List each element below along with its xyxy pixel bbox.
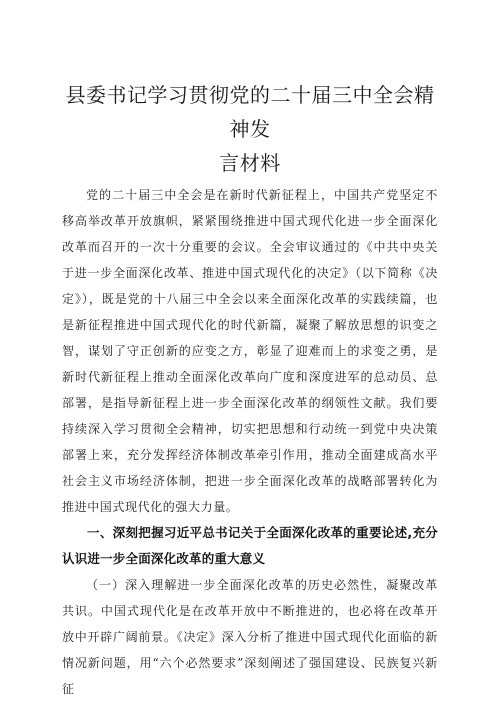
document-title-line-1: 县委书记学习贯彻党的二十届三中全会精神发 [65,83,435,141]
section-one-heading: 一、深刻把握习近平总书记关于全面深化改革的重要论述,充分认识进一步全面深化改革的重大意义 [62,525,438,566]
intro-paragraph: 党的二十届三中全会是在新时代新征程上，中国共产党坚定不移高举改革开放旗帜，紧紧围绕推进中国式现代化进一步全面深化改革而召开的一次十分重要的会议。全会审议通过的《中共中央关于进一步全面深化改革、推进中国式现代化的决定》（以下简称《决定》），既是党的十八届三中全会以来全面深化改革的实践续篇，也是新征程推进中国式现代化的时代新篇，凝聚了解放思想的识变之智，谋划了守正创新的应变之方，彰显了迎难而上的求变之勇，是新时代新征程上推动全面深化改革向广度和深度进军的总动员、总部署，是指导新征程上进一步全面深化改革的纲领性文献。我们要持续深入学习贯彻全会精神，切实把思想和行动统一到党中央决策部署上来，充分发挥经济体制改革牵引作用，推动全面建成高水平社会主义市场经济体制，把进一步全面深化改革的战略部署转化为推进中国式现代化的强大力量。 [62,188,438,514]
subsection-one-paragraph: （一）深入理解进一步全面深化改革的历史必然性，凝聚改革共识。中国式现代化是在改革开放中不断推进的，也必将在改革开放中开辟广阔前景。《决定》深入分析了推进中国式现代化面临的新情况新问题，用“六个必然要求”深刻阐述了强国建设、民族复兴新征 [62,578,438,696]
document-title [62,78,438,180]
document-title-line-2: 言材料 [219,151,281,175]
